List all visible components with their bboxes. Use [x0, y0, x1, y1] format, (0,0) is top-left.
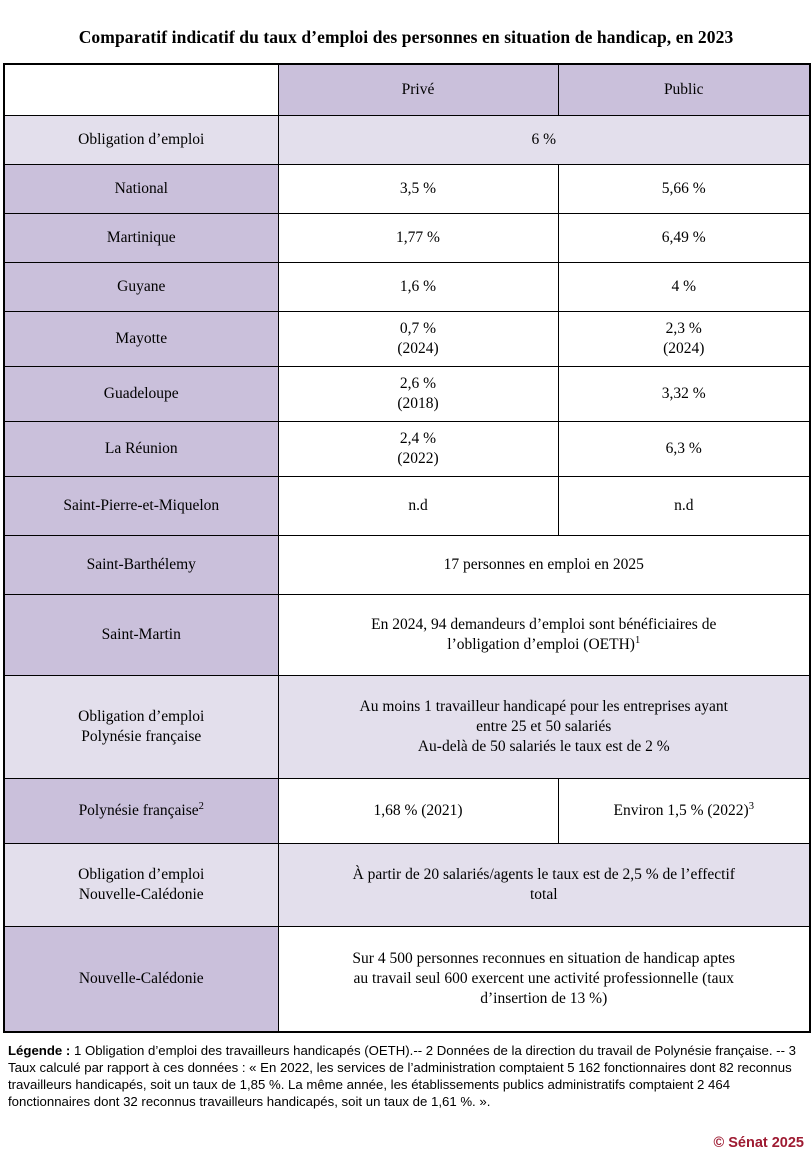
value-line-2: l’obligation d’emploi (OETH): [447, 635, 635, 653]
value-line-1: Sur 4 500 personnes reconnues en situation de handicap aptes: [352, 950, 736, 967]
value-line-3: d’insertion de 13 %): [480, 989, 608, 1007]
value-line-2: total: [529, 885, 558, 903]
cell-value: 0,7 %: [399, 319, 437, 337]
value-line-1: À partir de 20 salariés/agents le taux est de 2,5 % de l’effectif: [352, 865, 735, 883]
cell-note: (2024): [663, 339, 705, 357]
cell-note: (2018): [397, 394, 439, 412]
cell-obligation-polynesie-value: [278, 675, 810, 778]
cell-saint-martin-value: [278, 594, 810, 675]
cell-guyane-public: 4 %: [558, 262, 810, 311]
row-label-martinique: Martinique: [4, 213, 278, 262]
table-row: [4, 594, 810, 675]
footnote-ref-3: 3: [748, 800, 754, 812]
row-label-mayotte: Mayotte: [4, 311, 278, 366]
cell-saint-pierre-public: n.d: [558, 476, 810, 535]
cell-national-public: 5,66 %: [558, 164, 810, 213]
copyright-notice: © Sénat 2025: [713, 1134, 804, 1151]
table-row: [4, 926, 810, 1032]
table-row: [4, 675, 810, 778]
cell-note: (2024): [397, 339, 439, 357]
cell-saint-barthelemy-value: 17 personnes en emploi en 2025: [278, 535, 810, 594]
row-label-polynesie-francaise: [4, 778, 278, 843]
label-line-2: Polynésie française: [81, 727, 202, 745]
label-line-1: Obligation d’emploi: [78, 865, 205, 883]
table-row: [4, 262, 810, 311]
cell-guadeloupe-public: 3,32 %: [558, 366, 810, 421]
cell-mayotte-public: [558, 311, 810, 366]
row-label-national: National: [4, 164, 278, 213]
value-line-1: Au moins 1 travailleur handicapé pour les entreprises ayant: [359, 698, 728, 715]
table-row: [4, 421, 810, 476]
row-label-la-reunion: La Réunion: [4, 421, 278, 476]
table-row: [4, 311, 810, 366]
page-title: Comparatif indicatif du taux d’emploi des personnes en situation de handicap, en 2023: [78, 27, 734, 47]
table-header-row: [4, 64, 810, 116]
table-row: [4, 778, 810, 843]
comparatif-table: [3, 63, 811, 1033]
value-line-1: En 2024, 94 demandeurs d’emploi sont bénéficiaires de: [371, 615, 717, 633]
cell-value: 2,3 %: [665, 319, 702, 337]
row-label-saint-barthelemy: Saint-Barthélemy: [4, 535, 278, 594]
cell-value: 2,4 %: [399, 429, 437, 447]
row-label-nouvelle-caledonie: Nouvelle-Calédonie: [4, 926, 278, 1032]
table-row: [4, 535, 810, 594]
footnote-ref-1: 1: [634, 634, 641, 646]
cell-note: (2022): [397, 449, 439, 467]
cell-guadeloupe-prive: [278, 366, 558, 421]
legend-prefix: Légende :: [8, 1042, 71, 1058]
value-line-3: Au-delà de 50 salariés le taux est de 2 %: [417, 737, 670, 755]
table-row: [4, 366, 810, 421]
row-label-guyane: Guyane: [4, 262, 278, 311]
table-container: [0, 63, 812, 1033]
table-row: [4, 476, 810, 535]
row-label-obligation-emploi: Obligation d’emploi: [4, 115, 278, 164]
header-prive: Privé: [278, 64, 558, 116]
row-label-saint-martin: Saint-Martin: [4, 594, 278, 675]
row-label-saint-pierre-et-miquelon: Saint-Pierre-et-Miquelon: [4, 476, 278, 535]
cell-martinique-prive: 1,77 %: [278, 213, 558, 262]
value-line-2: au travail seul 600 exercent une activité professionnelle (taux: [353, 969, 734, 987]
label-line-2: Nouvelle-Calédonie: [78, 885, 204, 903]
cell-martinique-public: 6,49 %: [558, 213, 810, 262]
cell-saint-pierre-prive: n.d: [278, 476, 558, 535]
cell-nouvelle-caledonie-value: [278, 926, 810, 1032]
header-corner-cell: [4, 64, 278, 116]
cell-guyane-prive: 1,6 %: [278, 262, 558, 311]
cell-polynesie-prive: 1,68 % (2021): [278, 778, 558, 843]
cell-mayotte-prive: [278, 311, 558, 366]
label-text: Polynésie française: [78, 801, 199, 819]
table-row: [4, 213, 810, 262]
cell-value: 2,6 %: [399, 374, 437, 392]
header-public: Public: [558, 64, 810, 116]
cell-value: Environ 1,5 % (2022): [613, 801, 749, 819]
row-label-obligation-emploi-polynesie: [4, 675, 278, 778]
cell-obligation-nouvelle-caledonie-value: [278, 843, 810, 926]
row-value-obligation-emploi: 6 %: [278, 115, 810, 164]
legend-text: 1 Obligation d’emploi des travailleurs handicapés (OETH).-- 2 Données de la direction du travail de Polynésie française. -- 3 Taux calculé par rapport à ces données : « En 2022, les services de l’administration comptaient 5 162 fonctionnaires dont 82 reconnus travailleurs handicapés, soit un taux de 1,85 %. La même année, les établissements publics administratifs comptaient 2 464 fonctionnaires dont 32 reconnus travailleurs handicapés, soit un taux de 1,61 %. ».: [8, 1042, 796, 1110]
legend-block: [0, 1042, 812, 1151]
cell-la-reunion-prive: [278, 421, 558, 476]
row-label-guadeloupe: Guadeloupe: [4, 366, 278, 421]
cell-polynesie-public: [558, 778, 810, 843]
row-label-obligation-emploi-nouvelle-caledonie: [4, 843, 278, 926]
label-line-1: Obligation d’emploi: [78, 707, 205, 725]
table-row: [4, 843, 810, 926]
cell-la-reunion-public: 6,3 %: [558, 421, 810, 476]
value-line-2: entre 25 et 50 salariés: [476, 717, 612, 735]
cell-national-prive: 3,5 %: [278, 164, 558, 213]
footnote-ref-2: 2: [198, 800, 204, 812]
table-row: [4, 115, 810, 164]
table-row: [4, 164, 810, 213]
